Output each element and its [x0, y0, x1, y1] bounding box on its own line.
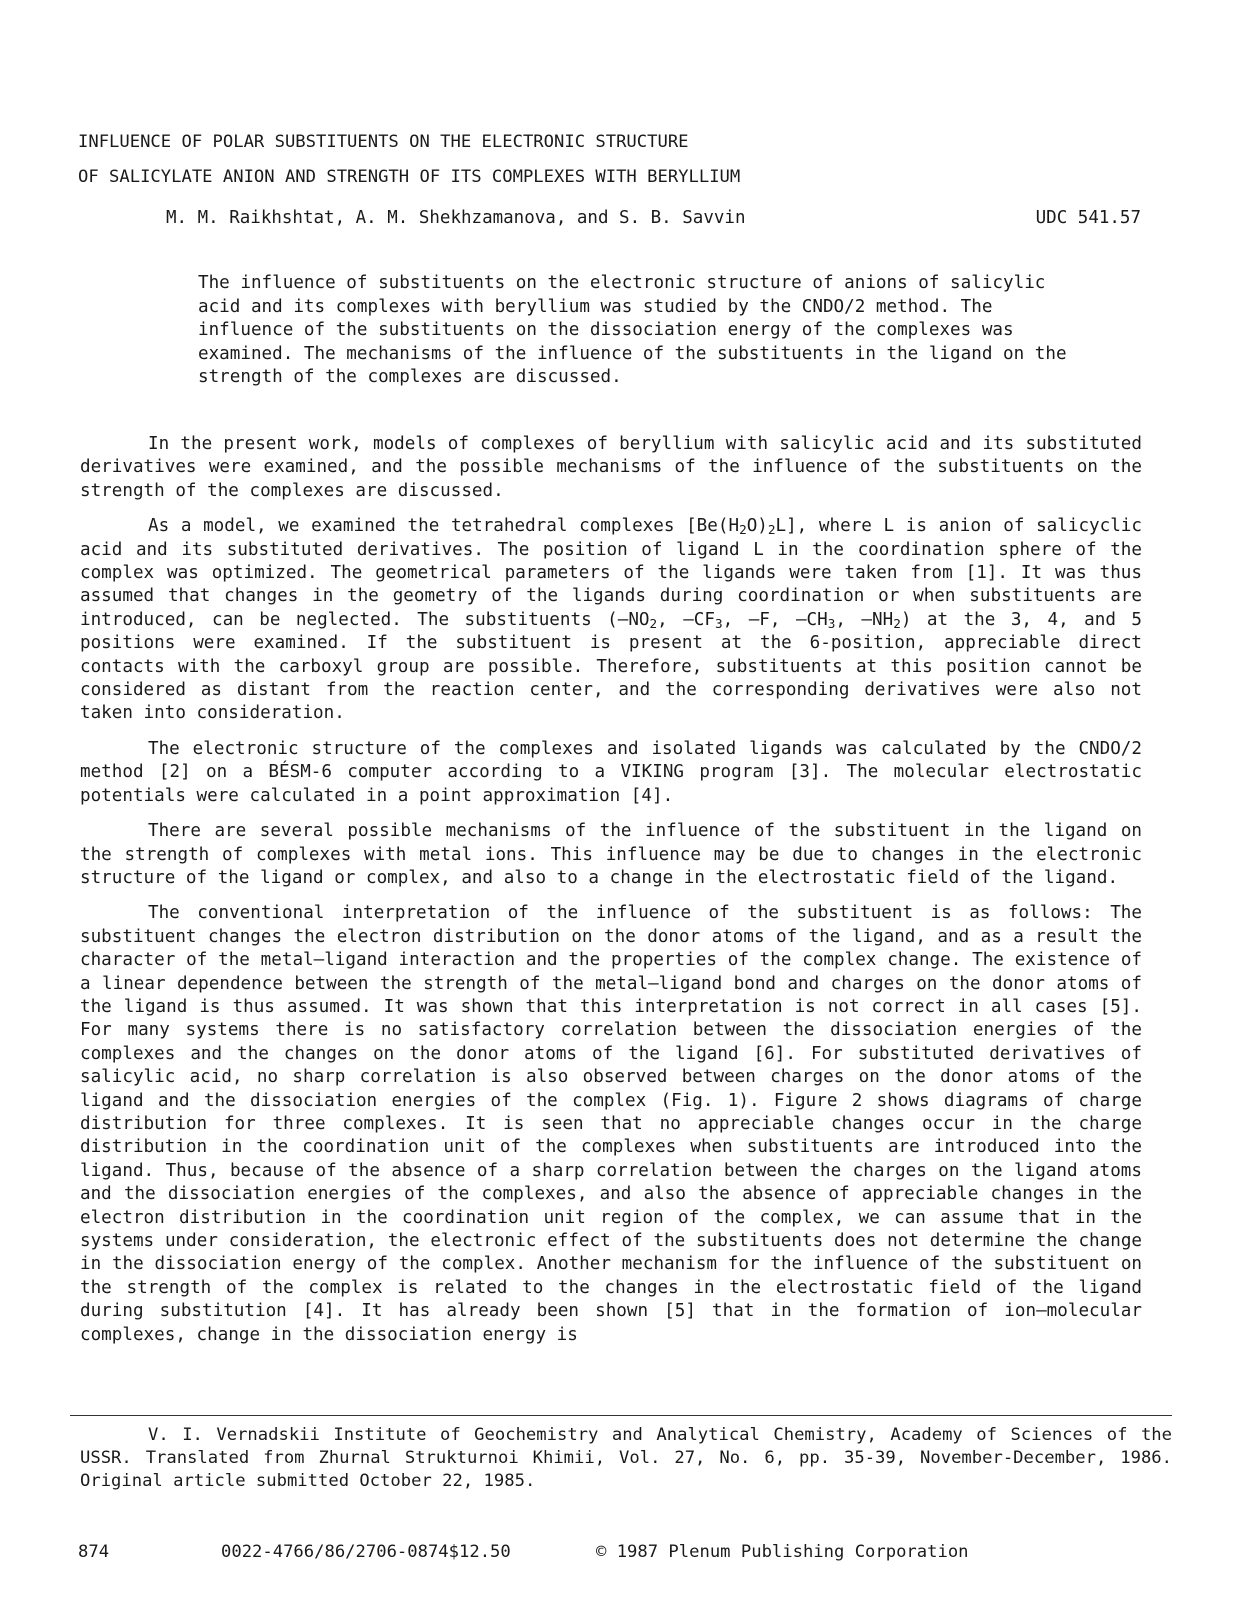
- paragraph-4: There are several possible mechanisms of the influence of the substituent in the ligand on the strength of complexes with metal ions. This influence may be due to changes in the electronic structure of the ligand or complex, and also to a change in the electrostatic field of the ligand.: [80, 821, 1142, 888]
- authors-row: [166, 206, 1141, 230]
- title-line-2: OF SALICYLATE ANION AND STRENGTH OF ITS COMPLEXES WITH BERYLLIUM: [78, 167, 741, 187]
- paragraph-5: The conventional interpretation of the influence of the substituent is as follows: The substituent changes the electron distribution on the donor atoms of the ligand, and as a result the character of the metal—ligand interaction and the properties of the complex change. The existence of a linear dependence between the strength of the metal—ligand bond and charges on the donor atoms of the ligand is thus assumed. It was shown that this interpretation is not correct in all cases [5]. For many systems there is no satisfactory correlation between the dissociation energies of the complexes and the changes on the donor atoms of the ligand [6]. For substituted derivatives of salicylic acid, no sharp correlation is also observed between charges on the donor atoms of the ligand and the dissociation energies of the complex (Fig. 1). Figure 2 shows diagrams of charge distribution for three complexes. It is seen that no appreciable changes occur in the charge distribution in the coordination unit of the complexes when substituents are introduced into the ligand. Thus, because of the absence of a sharp correlation between the charges on the ligand atoms and the dissociation energies of the complexes, and also the absence of appreciable changes in the electron distribution in the coordination unit region of the complex, we can assume that in the systems under consideration, the electronic effect of the substituents does not determine the change in the dissociation energy of the complex. Another mechanism for the influence of the substituent on the strength of the complex is related to the changes in the electrostatic field of the ligand during substitution [4]. It has already been shown [5] that in the formation of ion—molecular complexes, change in the dissociation energy is: [80, 903, 1142, 1345]
- udc-code: UDC 541.57: [1035, 208, 1141, 228]
- title-line-1: INFLUENCE OF POLAR SUBSTITUENTS ON THE ELECTRONIC STRUCTURE: [78, 132, 689, 152]
- body-text: [80, 433, 1142, 1357]
- paragraph-2: As a model, we examined the tetrahedral complexes $[Be(H_2O)_2L]$, where L is anion of salicyclic acid and its substituted derivatives. The position of ligand L in the coordination sphere of the complex was optimized. The geometrical parameters of the ligands were taken from [1]. It was thus assumed that changes in the geometry of the ligands during coordination or when substituents are introduced, can be neglected. The substituents ($—NO_2$, $—CF_3$, —F, $—CH_3$, $—NH_2$) at the 3, 4, and 5 positions were examined. If the substituent is present at the 6-position, appreciable direct contacts with the carboxyl group are possible. Therefore, substituents at this position cannot be considered as distant from the reaction center, and the corresponding derivatives were also not taken into consideration.: [80, 516, 1142, 724]
- article-code: 0022-4766/86/2706-0874$12.50: [221, 1542, 511, 1562]
- authors: M. M. Raikhshtat, A. M. Shekhzamanova, and S. B. Savvin: [166, 208, 746, 228]
- footnote: V. I. Vernadskii Institute of Geochemistry and Analytical Chemistry, Academy of Sciences of the USSR. Translated from Zhurnal Strukturnoi Khimii, Vol. 27, No. 6, pp. 35-39, November-December, 1986. Original article submitted October 22, 1985.: [80, 1425, 1172, 1491]
- abstract: The influence of substituents on the electronic structure of anions of salicylic acid and its complexes with beryllium was studied by the CNDO/2 method. The influence of the substituents on the dissociation energy of the complexes was examined. The mechanisms of the influence of the substituents in the ligand on the strength of the complexes are discussed.: [198, 273, 1067, 388]
- footnote-divider: [70, 1415, 1172, 1416]
- article-title: [78, 125, 1138, 195]
- paragraph-1: In the present work, models of complexes of beryllium with salicylic acid and its substituted derivatives were examined, and the possible mechanisms of the influence of the substituents on the strength of the complexes are discussed.: [80, 434, 1142, 501]
- copyright-notice: © 1987 Plenum Publishing Corporation: [596, 1542, 969, 1562]
- paragraph-3: The electronic structure of the complexes and isolated ligands was calculated by the CNDO/2 method [2] on a BÉSM-6 computer according to a VIKING program [3]. The molecular electrostatic potentials were calculated in a point approximation [4].: [80, 738, 1142, 806]
- page-number: 874: [78, 1542, 110, 1562]
